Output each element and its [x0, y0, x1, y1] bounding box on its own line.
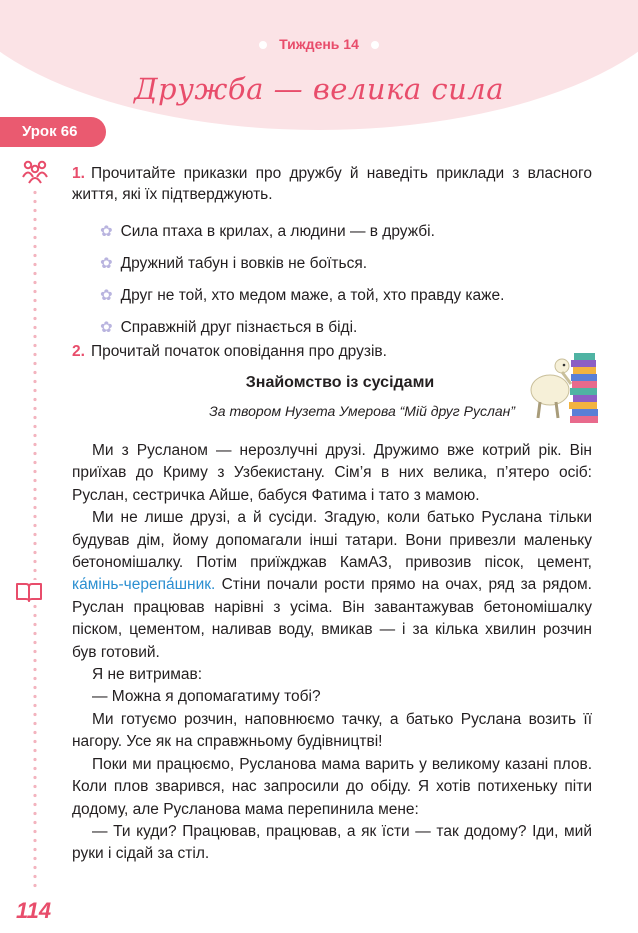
task-text: Прочитайте приказки про дружбу й наведіть приклади з власного життя, які їх підтверджують. — [72, 165, 592, 203]
dot-icon — [371, 41, 379, 49]
proverbs-list — [100, 216, 570, 344]
people-group-icon — [21, 159, 49, 185]
story-text — [72, 440, 592, 866]
paragraph: Поки ми працюємо, Русланова мама варить у великому казані плов. Коли плов зварився, нас запросили до обіду. Я хотів потихеньку піти додому, але Русланова мама перепинила мене: — [72, 755, 592, 818]
sheep-with-books-illustration — [526, 338, 606, 430]
paragraph: Я не витримав: — [92, 666, 203, 684]
list-item: ✿ Дружний табун і вовків не боїться. — [100, 248, 570, 280]
paragraph: Ми готуємо розчин, наповнюємо тачку, а батько Руслана возить її нагору. Усе як на справжньому будівництві! — [72, 710, 592, 751]
dotted-margin-line — [33, 188, 37, 888]
task-text: Прочитай початок оповідання про друзів. — [90, 343, 387, 360]
week-label: Тиждень 14 — [0, 36, 638, 52]
paragraph: Ми з Русланом — нерозлучні друзі. Дружимо вже котрий рік. Він приїхав до Криму з Узбекистану. Сім’я в них велика, п’ятеро осіб: Руслан, сестричка Айше, бабуся Фатима і тато з мамою. — [72, 442, 592, 504]
task-number: 2. — [72, 343, 85, 360]
task-number: 1. — [72, 165, 85, 182]
open-book-icon — [15, 580, 43, 604]
dot-icon — [259, 41, 267, 49]
story-source: За твором Нузета Умерова “Мій друг Руслан” — [209, 403, 515, 419]
task-2 — [72, 341, 592, 362]
flower-icon: ✿ — [100, 223, 113, 240]
list-item: ✿ Справжній друг пізнається в біді. — [100, 312, 570, 344]
vocabulary-word-link[interactable]: ка́мінь-черепа́шник. — [72, 576, 216, 594]
flower-icon: ✿ — [100, 255, 113, 272]
lesson-badge: Урок 66 — [0, 117, 106, 147]
list-item: ✿ Сила птаха в крилах, а людини — в дружбі. — [100, 216, 570, 248]
story-title: Знайомство із сусідами — [245, 374, 435, 391]
flower-icon: ✿ — [100, 287, 113, 304]
paragraph: — Можна я допомагатиму тобі? — [92, 688, 321, 706]
paragraph: — Ти куди? Працював, працював, а як їсти — так додому? Іди, мий руки і сідай за стіл. — [72, 822, 592, 863]
task-1 — [72, 163, 592, 205]
paragraph: Ми не лише друзі, а й сусіди. Згадую, коли батько Руслана тільки будував дім, йому допомагали інші татари. Вони привезли маленьку бетономішалку. Потім приїжджав КамАЗ, привозив пісок, цемент, ка́мінь-черепа́шник. Стіни почали рости прямо на очах, ряд за рядом. Руслан працював нарівні з усіма. Він завантажував бетономішалку піском, цементом, наливав воду, вмикав — і за кілька хвилин розчин був готовий. — [72, 509, 592, 661]
header-background — [0, 0, 638, 130]
list-item: ✿ Друг не той, хто медом маже, а той, хто правду каже. — [100, 280, 570, 312]
flower-icon: ✿ — [100, 319, 113, 336]
page-title: Дружба — велика сила — [133, 72, 505, 106]
page-number: 114 — [16, 898, 52, 923]
